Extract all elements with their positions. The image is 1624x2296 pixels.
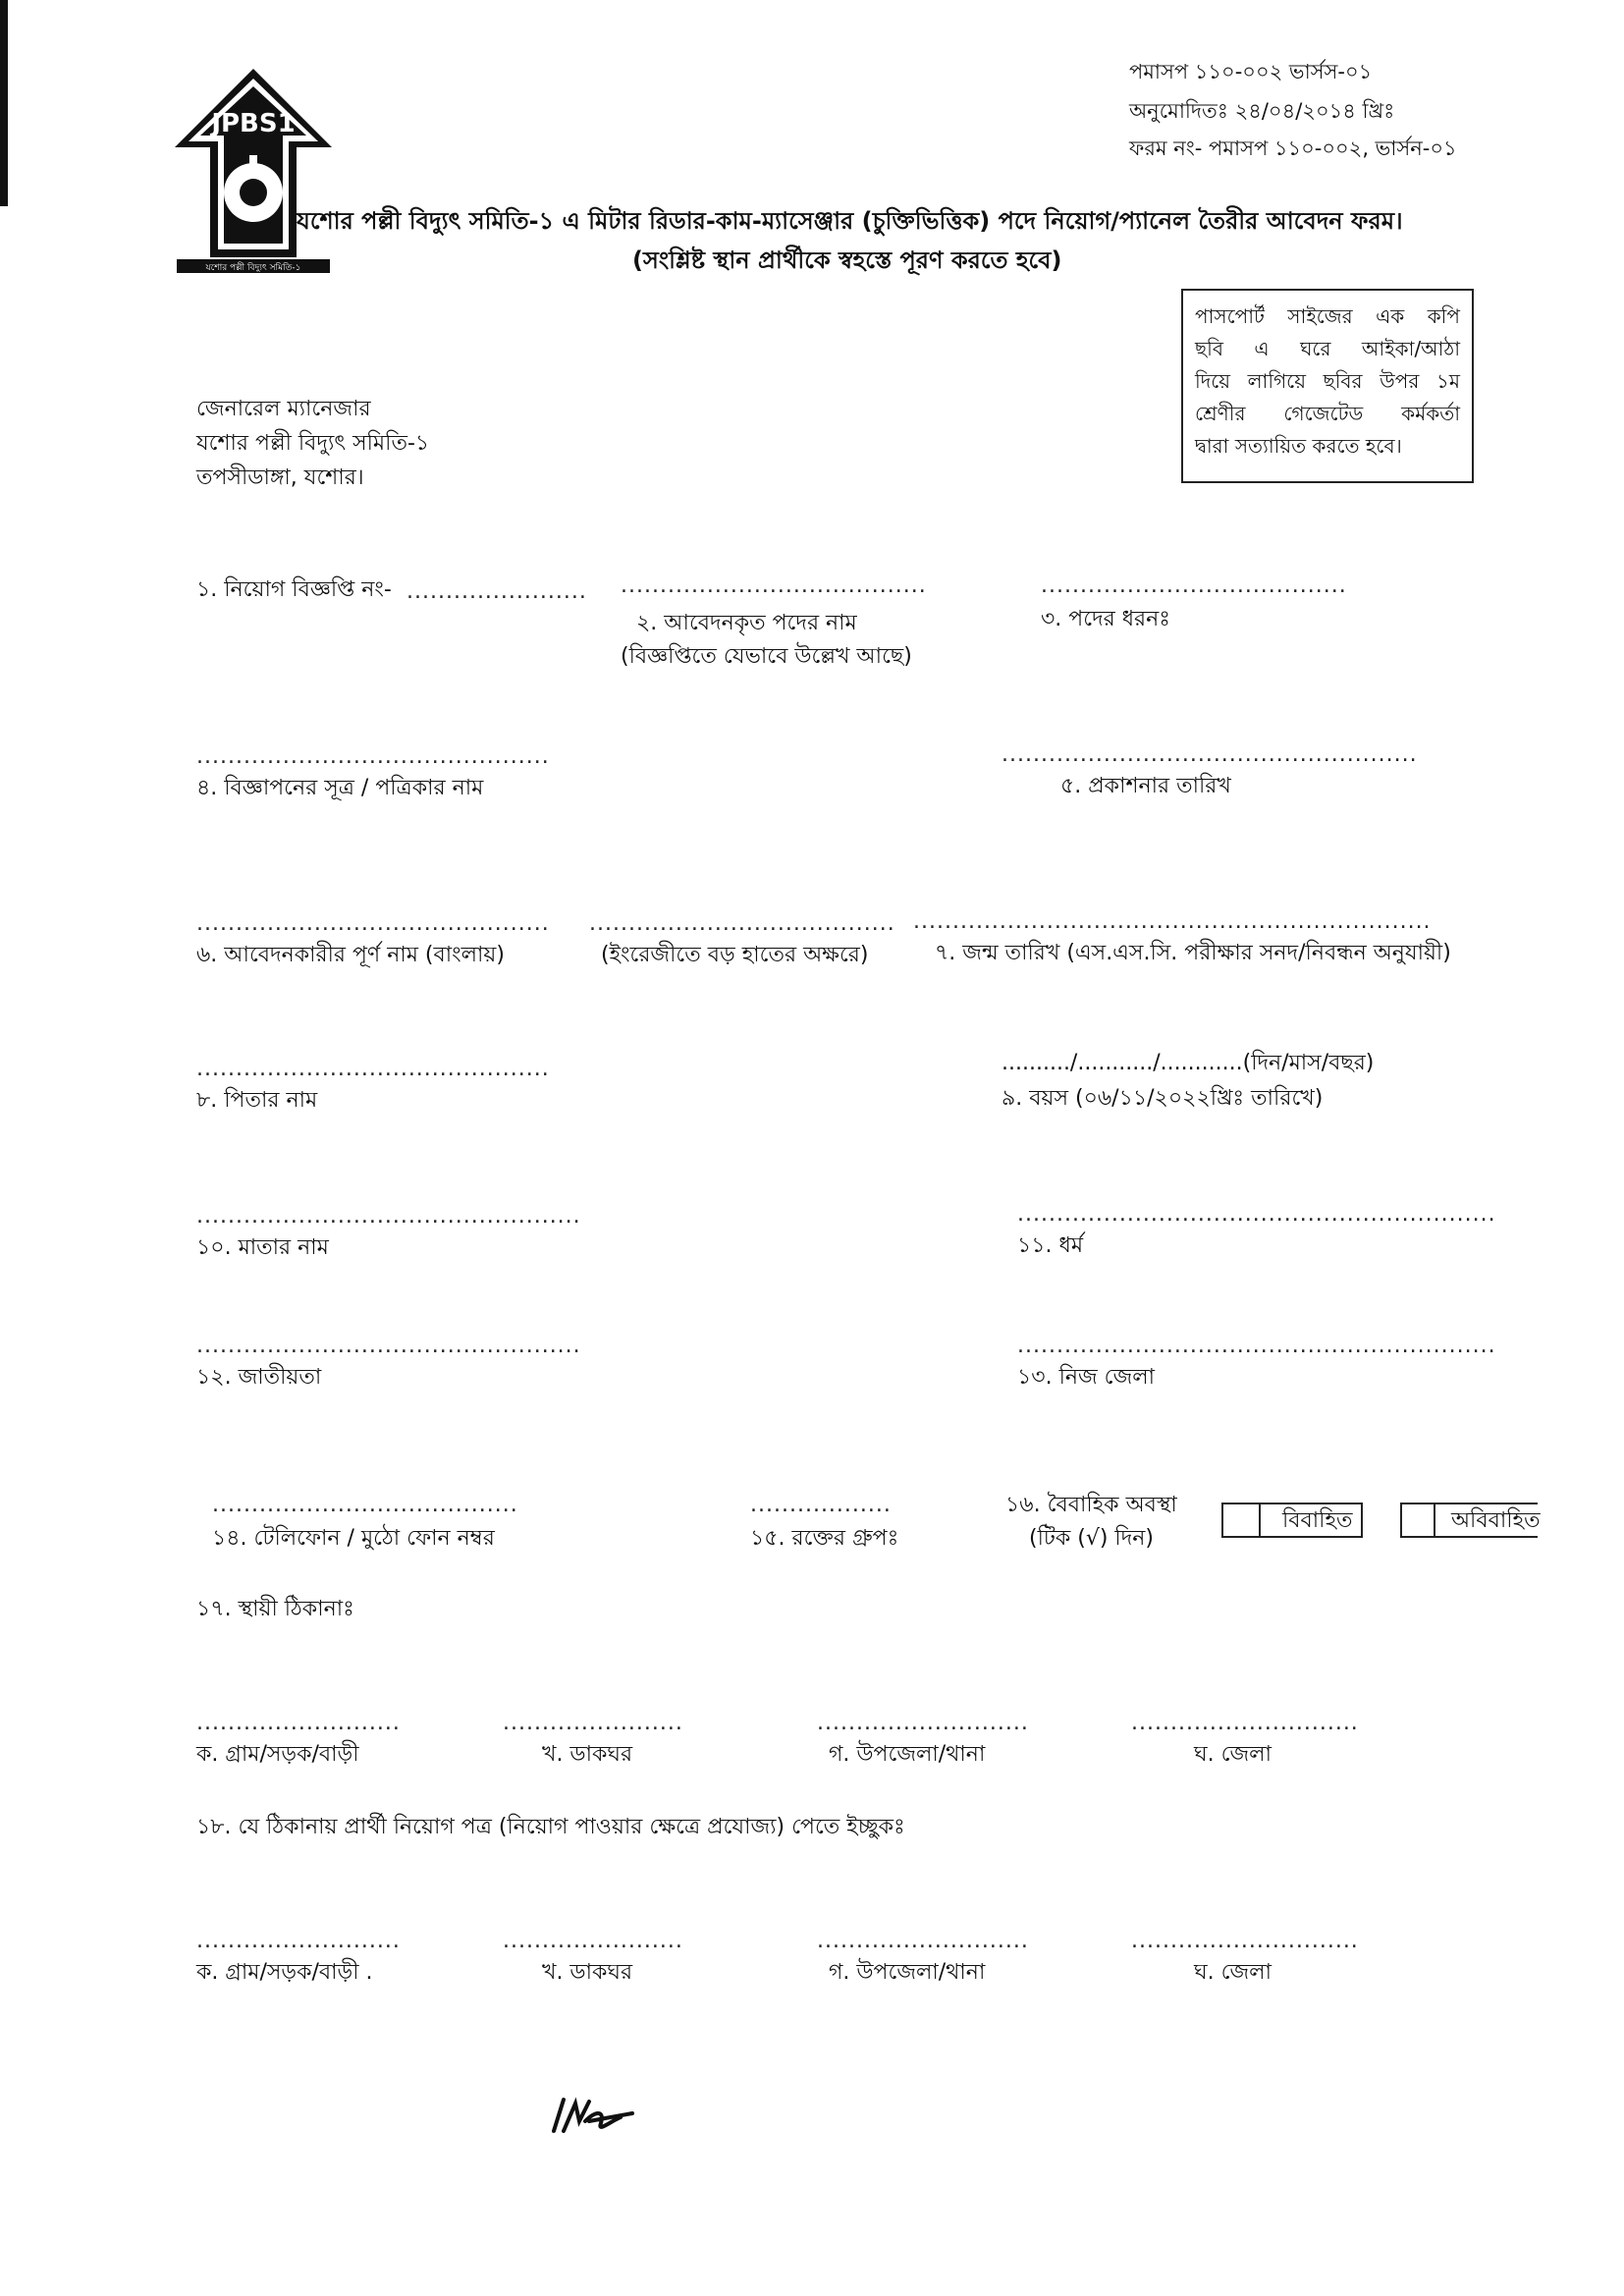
field-home-district-input[interactable]: ............................................................. [1017, 1334, 1496, 1358]
jpbs-logo [173, 65, 334, 275]
perm-upazila-input[interactable]: ........................... [817, 1711, 1029, 1735]
field-ad-source-label: ৪. বিজ্ঞাপনের সূত্র / পত্রিকার নাম [196, 776, 484, 800]
mail-upazila-input[interactable]: ........................... [817, 1929, 1029, 1953]
perm-village-input[interactable]: .......................... [196, 1711, 401, 1735]
field-post-name-note: (বিজ্ঞপ্তিতে যেভাবে উল্লেখ আছে) [621, 644, 912, 669]
field-age-label: ৯. বয়স (০৬/১১/২০২২খ্রিঃ তারিখে) [1001, 1086, 1324, 1111]
field-circular-no-label: ১. নিয়োগ বিজ্ঞপ্তি নং- [196, 577, 392, 602]
form-title: যশোর পল্লী বিদ্যুৎ সমিতি-১ এ মিটার রিডার-কাম-ম্যাসেঞ্জার (চুক্তিভিত্তিক) পদে নিয়োগ/প্যানেল তৈরীর আবেদন ফরম। [297, 207, 1403, 235]
mail-post-input[interactable]: ....................... [503, 1929, 683, 1953]
addressee-title: জেনারেল ম্যানেজার [196, 397, 371, 421]
field-religion-label: ১১. ধর্ম [1017, 1233, 1084, 1258]
field-name-english-input[interactable]: ....................................... [589, 911, 895, 936]
field-mother-name-label: ১০. মাতার নাম [196, 1235, 329, 1260]
photo-instruction-line: পাসপোর্ট সাইজের এক কপি [1195, 304, 1460, 328]
perm-district-label: ঘ. জেলা [1194, 1742, 1272, 1767]
form-subtitle: (সংশ্লিষ্ট স্থান প্রার্থীকে স্বহস্তে পূরণ করতে হবে) [632, 246, 1062, 274]
photo-box[interactable] [1181, 289, 1474, 483]
perm-post-input[interactable]: ....................... [503, 1711, 683, 1735]
perm-village-label: ক. গ্রাম/সড়ক/বাড়ী [196, 1742, 359, 1767]
field-name-english-label: (ইংরেজীতে বড় হাতের অক্ষরে) [601, 943, 869, 967]
dob-date-dots: ........../.........../............ [1001, 1051, 1243, 1075]
unmarried-option[interactable] [1400, 1503, 1541, 1538]
field-circular-no-input[interactable]: ....................... [406, 579, 587, 604]
scan-edge [0, 0, 8, 206]
photo-instruction-line: দ্বারা সত্যায়িত করতে হবে। [1195, 434, 1402, 458]
field-publish-date-label: ৫. প্রকাশনার তারিখ [1060, 774, 1231, 798]
signature-mark [550, 2092, 638, 2141]
unmarried-label: অবিবাহিত [1451, 1508, 1541, 1533]
field-name-bangla-input[interactable]: ............................................. [196, 911, 550, 936]
field-marital-status-label: ১৬. বৈবাহিক অবস্থা [1005, 1493, 1177, 1517]
mail-upazila-label: গ. উপজেলা/থানা [829, 1960, 986, 1985]
field-home-district-label: ১৩. নিজ জেলা [1017, 1365, 1156, 1390]
photo-instruction-line: ছবি এ ঘরে আইকা/আঠা [1195, 337, 1460, 360]
married-option[interactable] [1221, 1503, 1363, 1538]
mail-district-label: ঘ. জেলা [1194, 1960, 1272, 1985]
field-blood-group-input[interactable]: .................. [750, 1493, 892, 1517]
field-phone-input[interactable]: ....................................... [212, 1493, 518, 1517]
field-father-name-input[interactable]: ............................................. [196, 1057, 550, 1081]
form-ref-code: পমাসপ ১১০-০০২ ভার্সস-০১ [1129, 60, 1373, 83]
field-dob-label: ৭. জন্ম তারিখ (এস.এস.সি. পরীক্ষার সনদ/নিবন্ধন অনুযায়ী) [935, 941, 1451, 965]
field-nationality-label: ১২. জাতীয়তা [196, 1365, 322, 1390]
field-marital-status-note: (টিক (√) দিন) [1029, 1526, 1154, 1551]
field-name-bangla-label: ৬. আবেদনকারীর পূর্ণ নাম (বাংলায়) [196, 943, 505, 967]
field-mother-name-input[interactable]: ................................................. [196, 1204, 581, 1229]
mail-district-input[interactable]: ............................. [1131, 1929, 1359, 1953]
mail-post-label: খ. ডাকঘর [542, 1960, 633, 1985]
form-number: ফরম নং- পমাসপ ১১০-০০২, ভার্সন-০১ [1129, 137, 1457, 160]
field-dob-top-input[interactable]: .................................................................. [913, 909, 1432, 934]
field-religion-input[interactable]: ............................................................. [1017, 1202, 1496, 1227]
field-father-name-label: ৮. পিতার নাম [196, 1088, 318, 1113]
dob-date-format: (দিন/মাস/বছর) [1242, 1051, 1375, 1075]
field-dob-date-input[interactable] [1001, 1049, 1374, 1078]
mailing-address-heading: ১৮. যে ঠিকানায় প্রার্থী নিয়োগ পত্র (নিয়োগ পাওয়ার ক্ষেত্রে প্রযোজ্য) পেতে ইচ্ছুকঃ [196, 1815, 905, 1839]
perm-post-label: খ. ডাকঘর [542, 1742, 633, 1767]
mail-village-input[interactable]: .......................... [196, 1929, 401, 1953]
photo-instruction-line: দিয়ে লাগিয়ে ছবির উপর ১ম [1195, 369, 1460, 393]
approval-date: অনুমোদিতঃ ২৪/০৪/২০১৪ খ্রিঃ [1129, 99, 1395, 123]
addressee-location: তপসীডাঙ্গা, যশোর। [196, 465, 364, 490]
married-checkbox-divider [1259, 1504, 1261, 1536]
logo-caption: যশোর পল্লী বিদ্যুৎ সমিতি-১ [205, 263, 301, 273]
perm-upazila-label: গ. উপজেলা/থানা [829, 1742, 986, 1767]
field-post-type-input[interactable]: ....................................... [1041, 574, 1347, 598]
married-label: বিবাহিত [1282, 1508, 1353, 1533]
photo-instruction-line: শ্রেণীর গেজেটেড কর্মকর্তা [1195, 402, 1460, 425]
mail-village-label: ক. গ্রাম/সড়ক/বাড়ী . [196, 1960, 373, 1985]
field-phone-label: ১৪. টেলিফোন / মুঠো ফোন নম্বর [212, 1526, 495, 1551]
field-post-name-input[interactable]: ....................................... [621, 574, 927, 598]
perm-district-input[interactable]: ............................. [1131, 1711, 1359, 1735]
field-publish-date-input[interactable]: ..................................................... [1001, 742, 1418, 767]
field-blood-group-label: ১৫. রক্তের গ্রুপঃ [750, 1526, 899, 1551]
logo-text: JPBS1 [211, 109, 296, 138]
unmarried-checkbox-divider [1434, 1504, 1435, 1536]
field-ad-source-input[interactable]: ............................................. [196, 744, 550, 769]
field-post-type-label: ৩. পদের ধরনঃ [1041, 607, 1171, 631]
field-post-name-label: ২. আবেদনকৃত পদের নাম [636, 611, 857, 635]
permanent-address-heading: ১৭. স্থায়ী ঠিকানাঃ [196, 1597, 354, 1621]
field-nationality-input[interactable]: ................................................. [196, 1334, 581, 1358]
addressee-org: যশোর পল্লী বিদ্যুৎ সমিতি-১ [196, 431, 430, 456]
